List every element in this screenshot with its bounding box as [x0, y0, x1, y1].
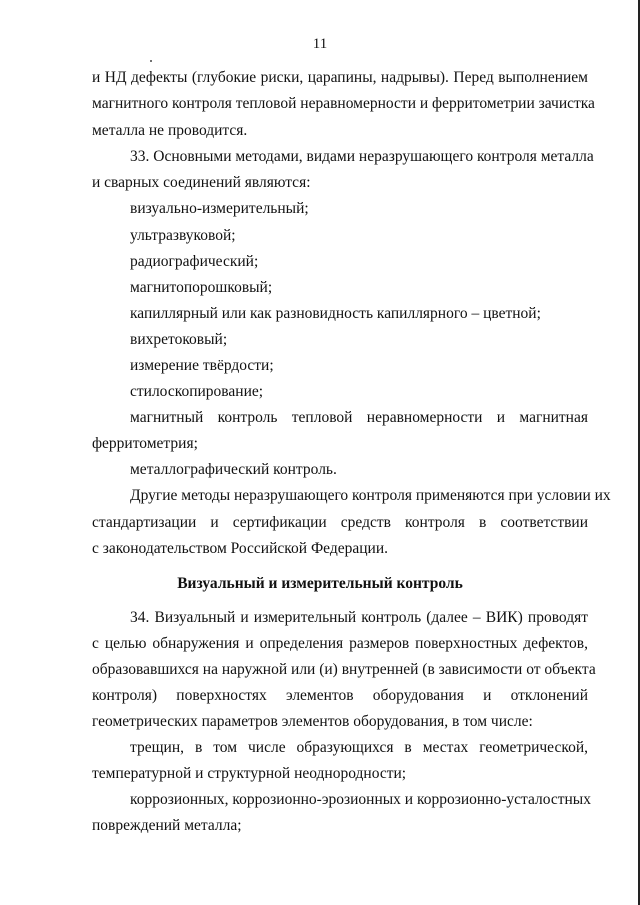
method-item: вихретоковый;	[130, 331, 228, 348]
text-line: и сварных соединений являются:	[92, 174, 311, 191]
text-line: металла не проводится.	[92, 122, 248, 139]
text-line: трещин, в том числе образующихся в местах геометрической,	[130, 739, 588, 756]
text-line: и НД дефекты (глубокие риски, царапины, надрывы). Перед выполнением	[92, 69, 588, 86]
paragraph-33-start: 33. Основными методами, видами неразрушающего контроля металла	[130, 148, 594, 165]
text-line: повреждений металла;	[92, 817, 242, 834]
text-line: геометрических параметров элементов оборудования, в том числе:	[92, 713, 533, 730]
text-line: контроля) поверхностях элементов оборудования и отклонений	[92, 687, 588, 704]
text-line: Другие методы неразрушающего контроля применяются при условии их	[130, 487, 611, 504]
section-heading: Визуальный и измерительный контроль	[177, 575, 463, 592]
text-line: с целью обнаружения и определения размеров поверхностных дефектов,	[92, 635, 588, 652]
method-item: ультразвуковой;	[130, 227, 236, 244]
text-line: с законодательством Российской Федерации.	[92, 540, 389, 557]
method-item: визуально-измерительный;	[130, 200, 309, 217]
method-item: стилоскопирование;	[130, 383, 264, 400]
scan-speck	[150, 60, 152, 62]
paragraph-34-start: 34. Визуальный и измерительный контроль (далее – ВИК) проводят	[130, 609, 588, 626]
text-line: ферритометрия;	[92, 435, 198, 452]
text-line: магнитного контроля тепловой неравномерности и ферритометрии зачистка	[92, 95, 595, 112]
method-item: капиллярный или как разновидность капиллярного – цветной;	[130, 305, 541, 322]
text-line: стандартизации и сертификации средств контроля в соответствии	[92, 514, 588, 531]
page-number: 11	[312, 36, 328, 52]
text-line: образовавшихся на наружной или (и) внутренней (в зависимости от объекта	[92, 661, 596, 678]
text-line: коррозионных, коррозионно-эрозионных и коррозионно-усталостных	[130, 791, 591, 808]
method-item: магнитный контроль тепловой неравномерности и магнитная	[130, 409, 588, 426]
method-item: радиографический;	[130, 253, 259, 270]
text-line: температурной и структурной неоднородности;	[92, 765, 407, 782]
method-item: измерение твёрдости;	[130, 357, 274, 374]
method-item: металлографический контроль.	[130, 461, 337, 478]
method-item: магнитопорошковый;	[130, 279, 273, 296]
